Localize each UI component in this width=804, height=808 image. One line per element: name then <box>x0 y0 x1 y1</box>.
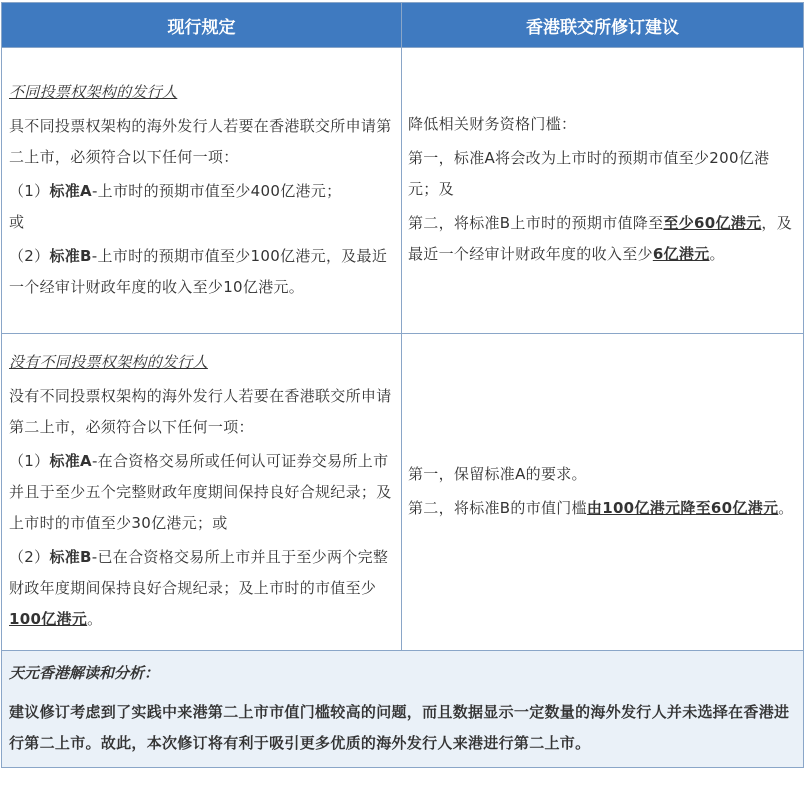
highlight-revenue: 6亿港元 <box>652 245 710 263</box>
proposal-first: 第一，保留标准A的要求。 <box>408 464 587 483</box>
header-row <box>2 3 804 48</box>
header-current-rules: 现行规定 <box>2 3 402 48</box>
row-weighted-voting-issuers <box>2 48 804 334</box>
comparison-table <box>1 2 804 768</box>
section-subtitle: 不同投票权架构的发行人 <box>9 82 178 101</box>
criterion-b <box>9 542 394 635</box>
current-rules-wvr-cell <box>2 48 402 334</box>
criterion-label: 标准A <box>49 181 92 200</box>
criterion-a <box>9 176 394 207</box>
criterion-a <box>9 446 394 539</box>
highlight-threshold: 100亿港元 <box>9 610 88 628</box>
analysis-title: 天元香港解读和分析： <box>9 664 160 682</box>
proposed-non-wvr-cell <box>402 334 804 651</box>
criterion-text: -在合资格交易所或任何认可证券交易所上市并且于至少五个完整财政年度期间保持良好合规纪录；及上市时的市值至少30亿港元；或 <box>9 452 392 532</box>
highlight-threshold: 至少60亿港元 <box>663 214 762 232</box>
criterion-prefix: （1） <box>9 181 50 200</box>
criterion-text: -上市时的预期市值至少100亿港元，及最近一个经审计财政年度的收入至少10亿港元。 <box>9 246 388 296</box>
criterion-label: 标准B <box>49 246 92 265</box>
section-subtitle: 没有不同投票权架构的发行人 <box>9 353 208 371</box>
proposal-text: 。 <box>778 498 794 517</box>
criterion-label: 标准B <box>49 548 92 566</box>
highlight-threshold: 由100亿港元降至60亿港元 <box>586 498 779 517</box>
or-text: 或 <box>9 212 25 231</box>
proposal-second <box>408 208 797 270</box>
analysis-body: 建议修订考虑到了实践中来港第二上市市值门槛较高的问题，而且数据显示一定数量的海外发行人并未选择在香港进行第二上市。故此，本次修订将有利于吸引更多优质的海外发行人来港进行第二上市。 <box>9 703 790 752</box>
criterion-b <box>9 241 394 303</box>
criterion-prefix: （2） <box>9 246 50 265</box>
criterion-label: 标准A <box>49 452 92 470</box>
proposal-text: ，及最近一个经审计财政年度的收入至少 <box>408 214 792 263</box>
criterion-prefix: （1） <box>9 452 50 470</box>
analysis-row <box>2 651 804 768</box>
row-non-weighted-voting-issuers <box>2 334 804 651</box>
criterion-text: 。 <box>87 610 103 628</box>
intro-paragraph: 降低相关财务资格门槛： <box>408 115 577 133</box>
criterion-text: -已在合资格交易所上市并且于至少两个完整财政年度期间保持良好合规纪录；及上市时的市值至少 <box>9 548 389 597</box>
header-proposed-amendments: 香港联交所修订建议 <box>402 3 804 48</box>
analysis-cell <box>2 651 804 768</box>
intro-paragraph: 具不同投票权架构的海外发行人若要在香港联交所申请第二上市，必须符合以下任何一项： <box>9 116 392 166</box>
proposal-first: 第一，标准A将会改为上市时的预期市值至少200亿港元；及 <box>408 149 770 198</box>
criterion-prefix: （2） <box>9 548 50 566</box>
proposal-text: 。 <box>709 245 725 263</box>
proposal-text: 第二，将标准B的市值门槛 <box>408 498 587 517</box>
proposal-second <box>408 493 797 524</box>
intro-paragraph: 没有不同投票权架构的海外发行人若要在香港联交所申请第二上市，必须符合以下任何一项： <box>9 387 392 436</box>
proposed-wvr-cell <box>402 48 804 334</box>
current-rules-non-wvr-cell <box>2 334 402 651</box>
criterion-text: -上市时的预期市值至少400亿港元； <box>91 181 342 200</box>
proposal-text: 第二，将标准B上市时的预期市值降至 <box>408 214 664 232</box>
